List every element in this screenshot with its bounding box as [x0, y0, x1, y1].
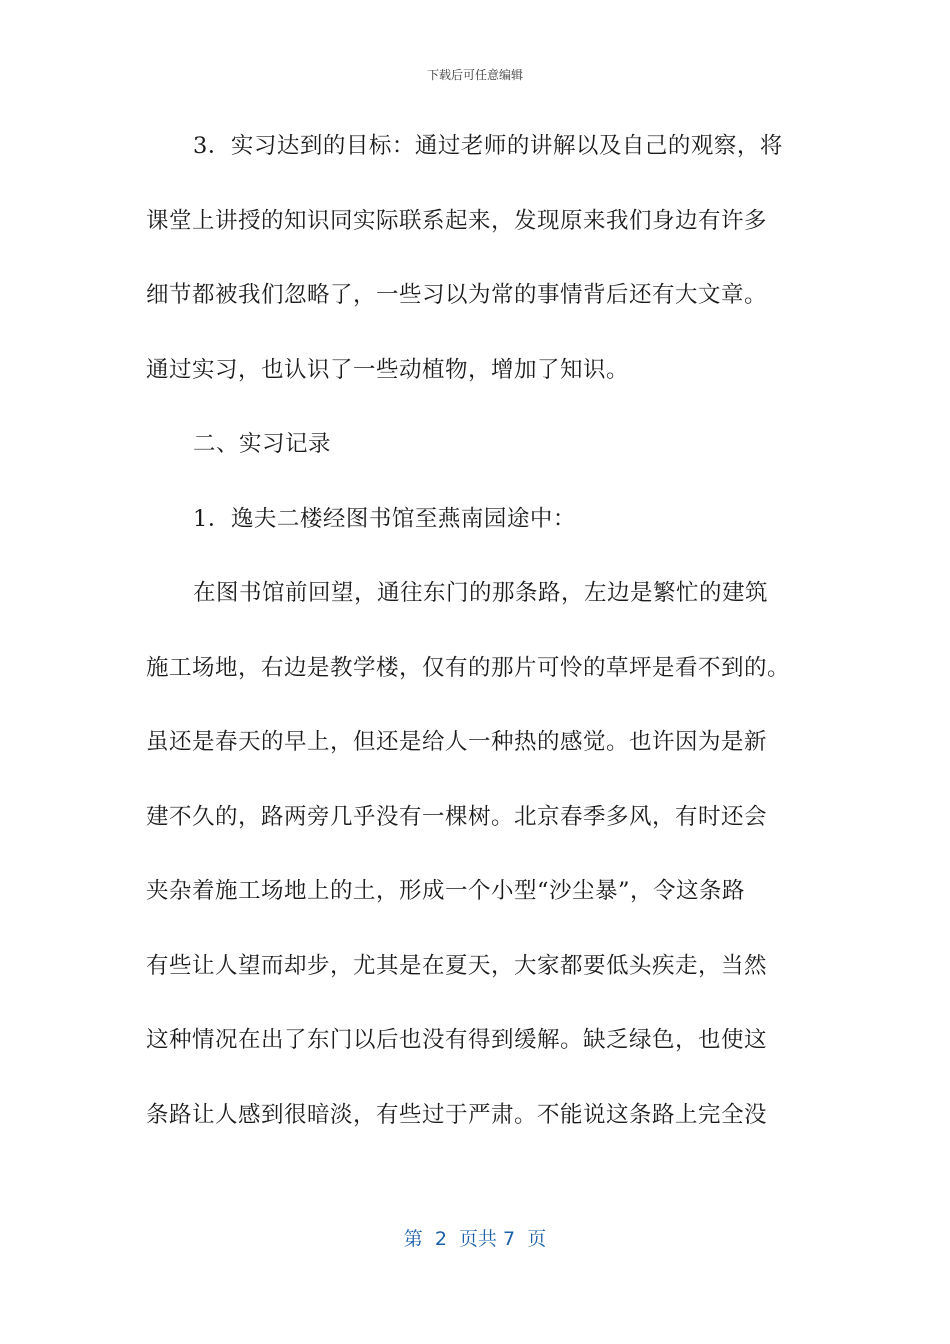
paragraph-line: 条路让人感到很暗淡，有些过于严肃。不能说这条路上完全没 [146, 1101, 768, 1128]
paragraph-line: 通过实习，也认识了一些动植物，增加了知识。 [146, 356, 630, 383]
paragraph-line: 这种情况在出了东门以后也没有得到缓解。缺乏绿色，也使这 [146, 1027, 768, 1053]
paragraph-line: 课堂上讲授的知识同实际联系起来，发现原来我们身边有许多 [146, 207, 768, 234]
paragraph-line: 3．实习达到的目标：通过老师的讲解以及自己的观察，将 [193, 133, 783, 159]
paragraph-line: 虽还是春天的早上，但还是给人一种热的感觉。也许因为是新 [146, 729, 768, 755]
paragraph-line: 夹杂着施工场地上的土，形成一个小型“沙尘暴”，令这条路 [146, 878, 746, 904]
section-heading: 二、实习记录 [193, 431, 332, 457]
page-number-footer: 第 2 页共 7 页 [403, 1228, 547, 1250]
paragraph-line: 有些让人望而却步，尤其是在夏天，大家都要低头疾走，当然 [146, 952, 768, 979]
paragraph-line: 在图书馆前回望，通往东门的那条路，左边是繁忙的建筑 [193, 580, 769, 606]
paragraph-line: 细节都被我们忽略了，一些习以为常的事情背后还有大文章。 [146, 282, 768, 308]
paragraph-line: 建不久的，路两旁几乎没有一棵树。北京春季多风，有时还会 [146, 803, 768, 830]
document-body [146, 122, 826, 1165]
subsection-heading: 1．逸夫二楼经图书馆至燕南园途中： [193, 505, 576, 532]
paragraph-line: 施工场地，右边是教学楼，仅有的那片可怜的草坪是看不到的。 [146, 654, 791, 681]
page-header: 下载后可任意编辑 [426, 68, 523, 82]
